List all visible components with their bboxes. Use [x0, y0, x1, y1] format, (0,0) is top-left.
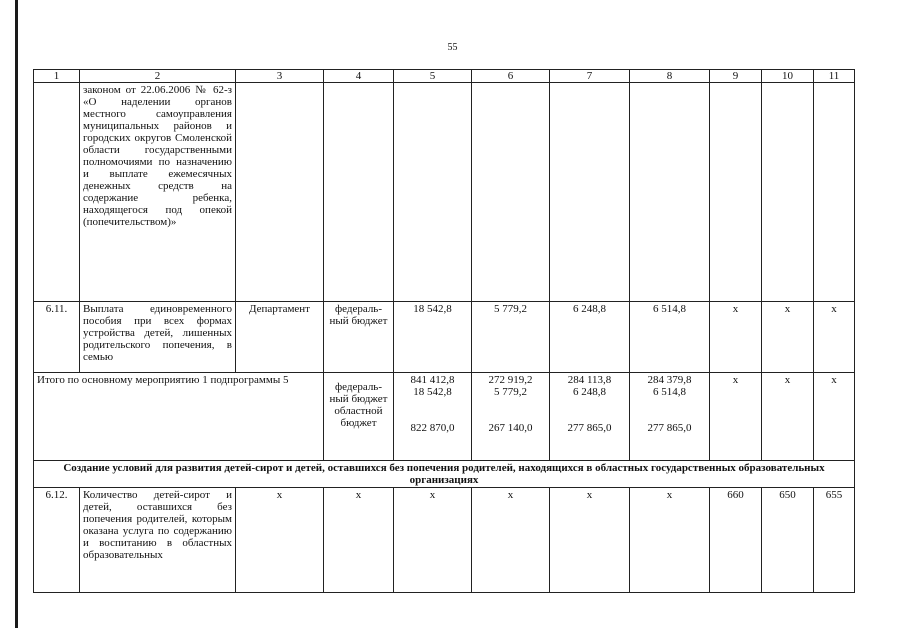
- total-col9: x: [710, 373, 762, 461]
- row-funding-source: федераль-ный бюджет: [324, 302, 394, 373]
- value-col6: x: [472, 488, 550, 593]
- header-cell: 9: [710, 70, 762, 83]
- table-row-total: [34, 373, 855, 461]
- total-label: Итого по основному мероприятию 1 подпрограммы 5: [34, 373, 324, 461]
- total-funding-sources: [324, 373, 394, 461]
- total-value: 284 113,8: [567, 374, 612, 386]
- total-value: 841 412,8: [410, 374, 455, 386]
- value-col8: 6 514,8: [630, 302, 710, 373]
- header-cell: 3: [236, 70, 324, 83]
- total-value: 284 379,8: [647, 374, 692, 386]
- page-number: 55: [447, 42, 458, 53]
- value-col10: 650: [762, 488, 814, 593]
- cell-col11: [814, 83, 855, 302]
- header-cell: 2: [80, 70, 236, 83]
- federal-value: 6 514,8: [653, 386, 686, 398]
- value-col9: x: [710, 302, 762, 373]
- cell-col7: [550, 83, 630, 302]
- value-col6: 5 779,2: [472, 302, 550, 373]
- header-row: [34, 70, 855, 83]
- header-cell: 6: [472, 70, 550, 83]
- cell-name: законом от 22.06.2006 № 62-з «О наделении органов местного самоуправления муниципальных районов и городских округов Смоленской области государственными полномочиями по назначению и выплате ежемесячных денежных средств на содержание ребенка, находящегося под опекой (попечительством)»: [80, 83, 236, 302]
- table-row-6-12: [34, 488, 855, 593]
- value-col3: x: [236, 488, 324, 593]
- value-col4: x: [324, 488, 394, 593]
- federal-value: 6 248,8: [573, 386, 606, 398]
- value-col9: 660: [710, 488, 762, 593]
- section-title: Создание условий для развития детей-сирот и детей, оставшихся без попечения родителей, находящихся в областных государственных образовательных организациях: [34, 461, 855, 488]
- regional-value: 277 865,0: [647, 422, 692, 434]
- header-cell: 8: [630, 70, 710, 83]
- cell-executor: [236, 83, 324, 302]
- header-cell: 1: [34, 70, 80, 83]
- source-regional: областной бюджет: [334, 405, 383, 429]
- row-name: Выплата единовременного пособия при всех формах устройства детей, лишенных родительского попечения, в семью: [80, 302, 236, 373]
- row-name: Количество детей-сирот и детей, оставшихся без попечения родителей, которым оказана услуга по содержанию и воспитанию в областных образовательных: [80, 488, 236, 593]
- table-row-continuation: [34, 83, 855, 302]
- header-cell: 10: [762, 70, 814, 83]
- spacer: [327, 374, 390, 381]
- total-col5: [394, 373, 472, 461]
- cell-source: [324, 83, 394, 302]
- header-cell: 11: [814, 70, 855, 83]
- value-col5: x: [394, 488, 472, 593]
- federal-value: 5 779,2: [494, 386, 527, 398]
- header-cell: 4: [324, 70, 394, 83]
- total-col11: x: [814, 373, 855, 461]
- regional-value: 822 870,0: [410, 422, 455, 434]
- row-executor: Департамент: [236, 302, 324, 373]
- cell-col10: [762, 83, 814, 302]
- value-col11: 655: [814, 488, 855, 593]
- section-title-row: [34, 461, 855, 488]
- row-number: 6.11.: [34, 302, 80, 373]
- total-col6: [472, 373, 550, 461]
- value-col5: 18 542,8: [394, 302, 472, 373]
- total-col10: x: [762, 373, 814, 461]
- program-table: [33, 69, 855, 593]
- federal-value: 18 542,8: [413, 386, 452, 398]
- total-col8: [630, 373, 710, 461]
- table-row-6-11: [34, 302, 855, 373]
- total-col7: [550, 373, 630, 461]
- cell-col8: [630, 83, 710, 302]
- value-col7: 6 248,8: [550, 302, 630, 373]
- value-col7: x: [550, 488, 630, 593]
- cell-num: [34, 83, 80, 302]
- value-col11: x: [814, 302, 855, 373]
- value-col10: x: [762, 302, 814, 373]
- header-cell: 7: [550, 70, 630, 83]
- regional-value: 277 865,0: [567, 422, 612, 434]
- source-federal: федераль-ный бюджет: [329, 381, 388, 405]
- regional-value: 267 140,0: [488, 422, 533, 434]
- total-value: 272 919,2: [488, 374, 533, 386]
- value-col8: x: [630, 488, 710, 593]
- cell-col6: [472, 83, 550, 302]
- cell-col9: [710, 83, 762, 302]
- header-cell: 5: [394, 70, 472, 83]
- row-number: 6.12.: [34, 488, 80, 593]
- binding-line: [15, 0, 18, 628]
- cell-col5: [394, 83, 472, 302]
